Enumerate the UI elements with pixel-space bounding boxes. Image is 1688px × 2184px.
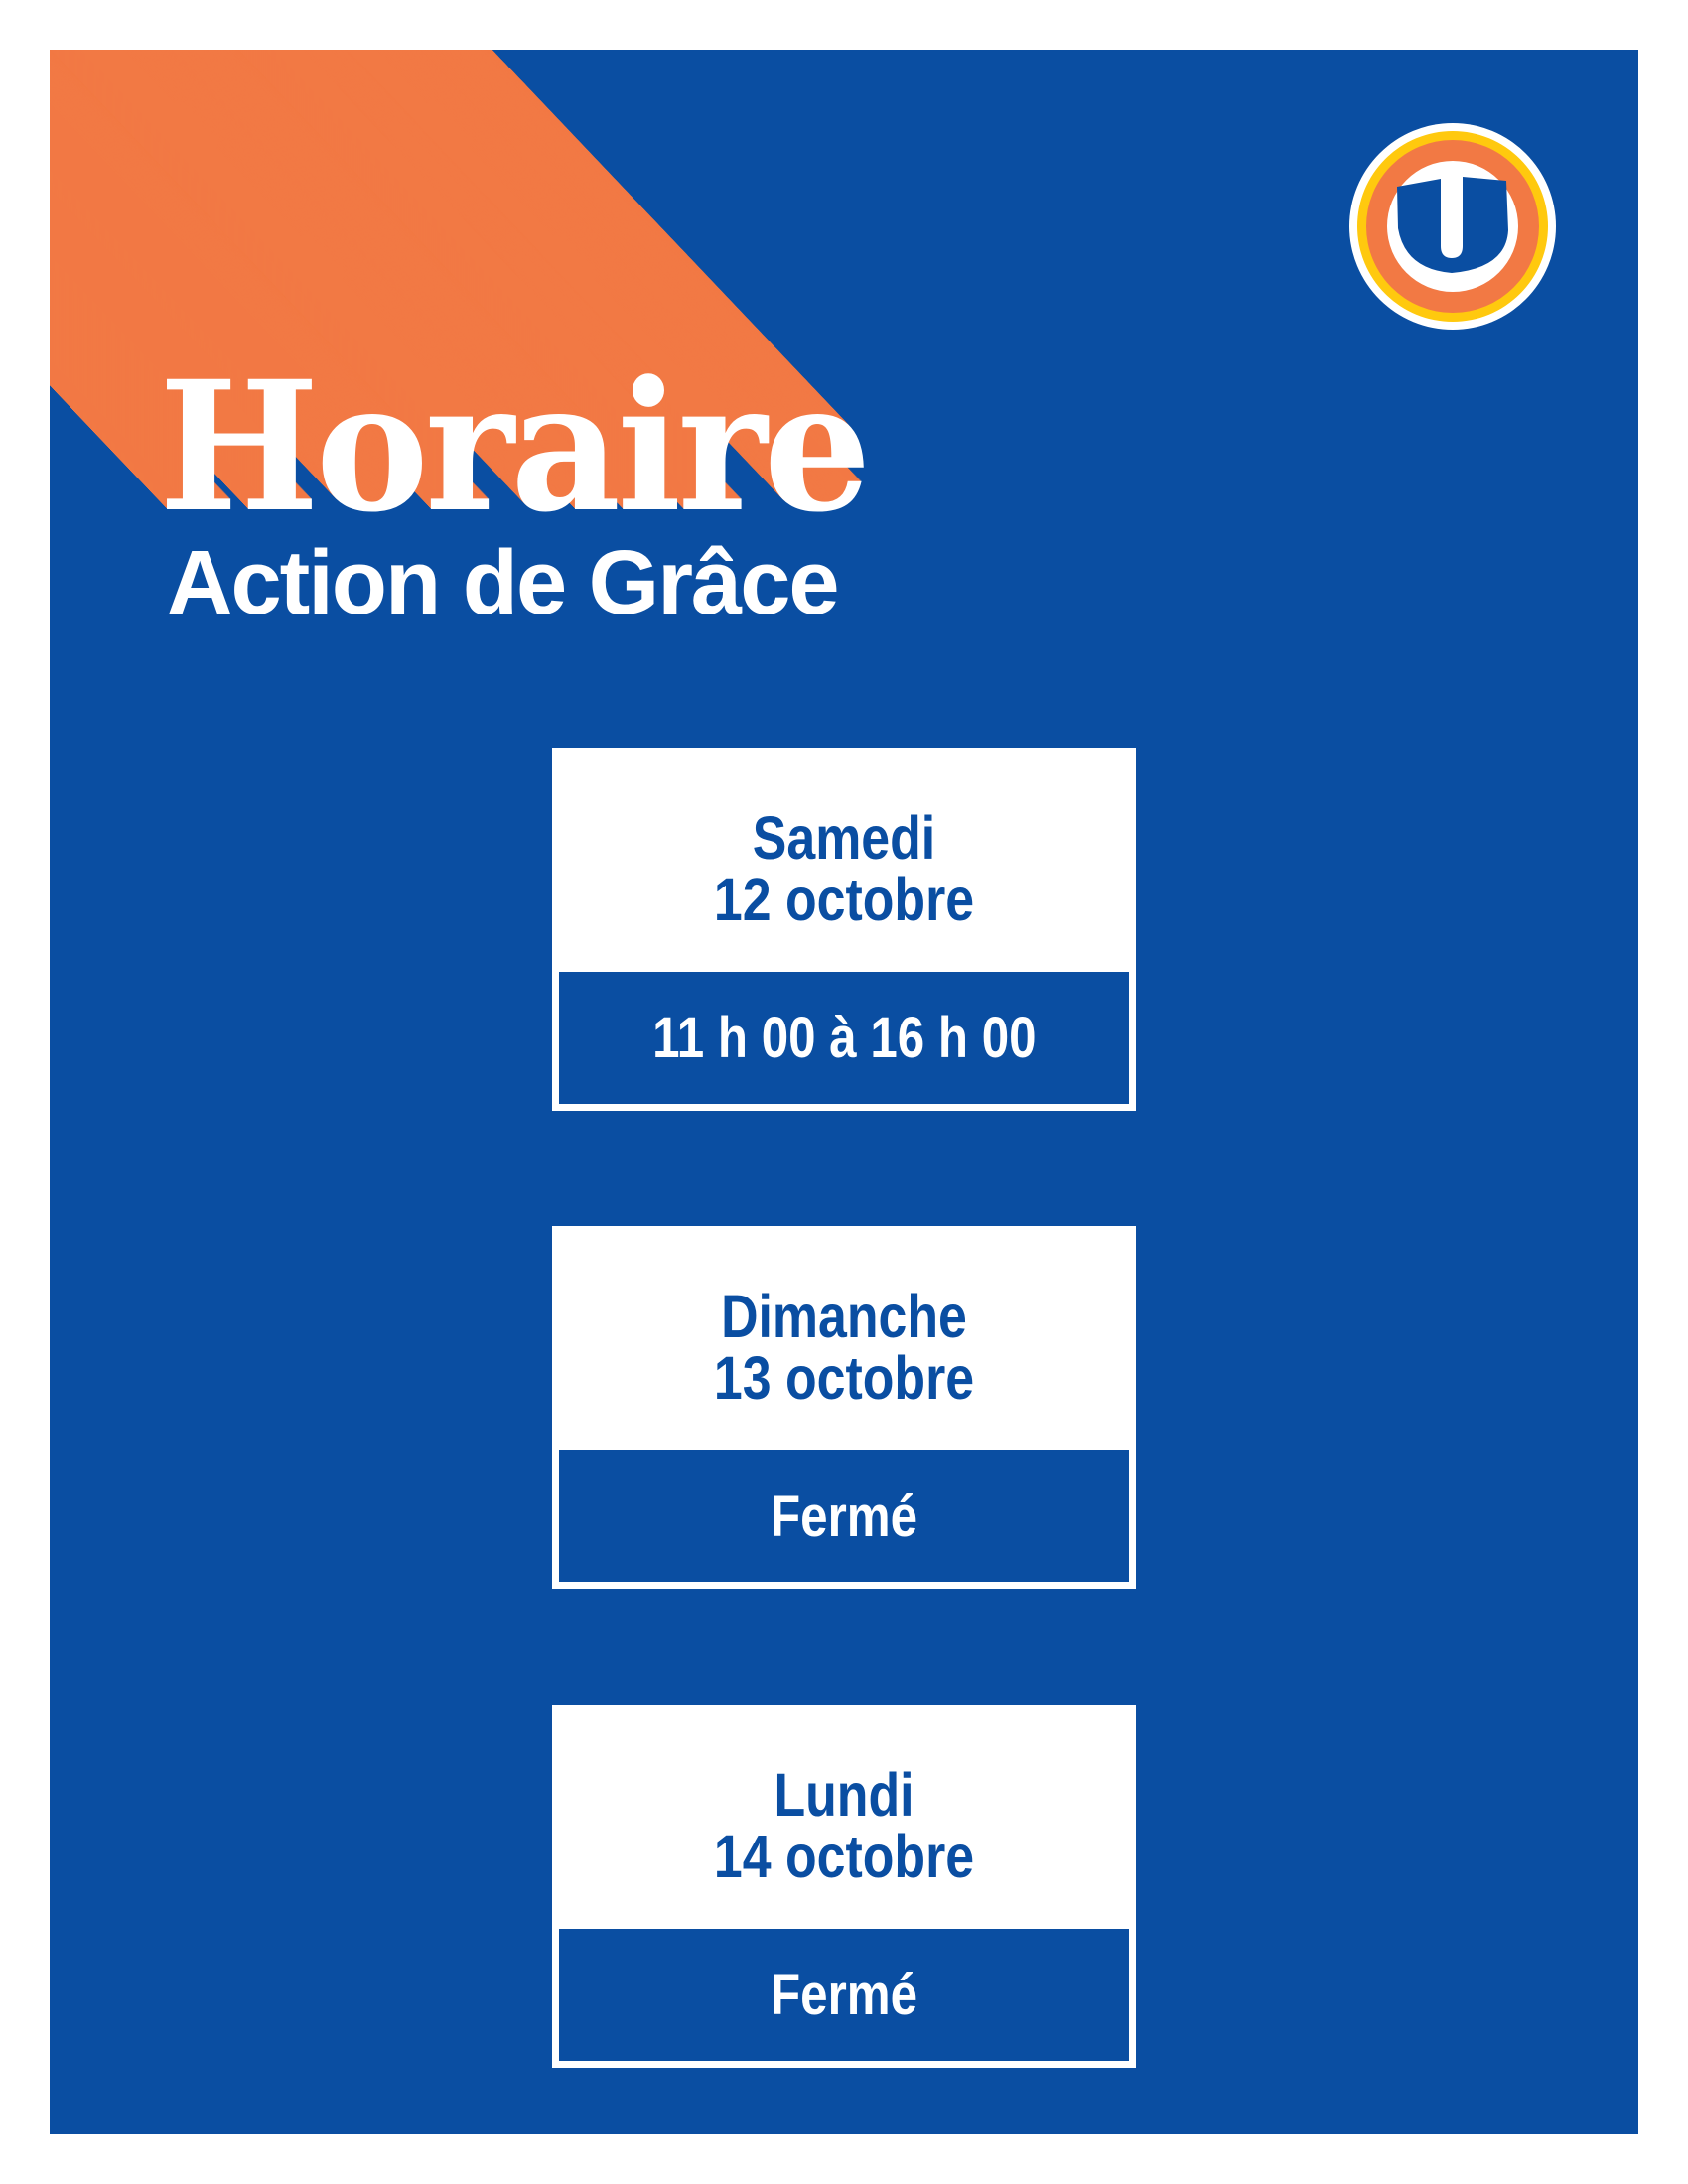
- card-day-label: Lundi: [774, 1761, 914, 1829]
- schedule-card: [552, 1226, 1136, 1589]
- card-day-label: Samedi: [752, 804, 936, 872]
- poster-subtitle: Action de Grâce: [167, 532, 838, 633]
- card-date-label: 13 octobre: [713, 1344, 975, 1412]
- card-date-label: 12 octobre: [713, 866, 975, 933]
- card-date-label: 14 octobre: [713, 1823, 975, 1890]
- poster-panel: [50, 50, 1638, 2134]
- uniprix-logo-icon: [1349, 123, 1556, 330]
- card-header: [552, 748, 1136, 972]
- card-header: [552, 1226, 1136, 1450]
- card-day-label: Dimanche: [721, 1283, 967, 1350]
- card-header: [552, 1705, 1136, 1929]
- uniprix-logo: [1349, 123, 1556, 330]
- card-hours-label: 11 h 00 à 16 h 00: [651, 1005, 1037, 1070]
- card-hours-label: Fermé: [771, 1483, 917, 1549]
- card-hours-bar: [559, 1929, 1129, 2061]
- card-hours-label: Fermé: [771, 1962, 917, 2027]
- poster-title: Horaire: [159, 342, 868, 552]
- card-hours-bar: [559, 1450, 1129, 1582]
- card-hours-bar: [559, 972, 1129, 1104]
- schedule-card: [552, 1705, 1136, 2068]
- schedule-card: [552, 748, 1136, 1111]
